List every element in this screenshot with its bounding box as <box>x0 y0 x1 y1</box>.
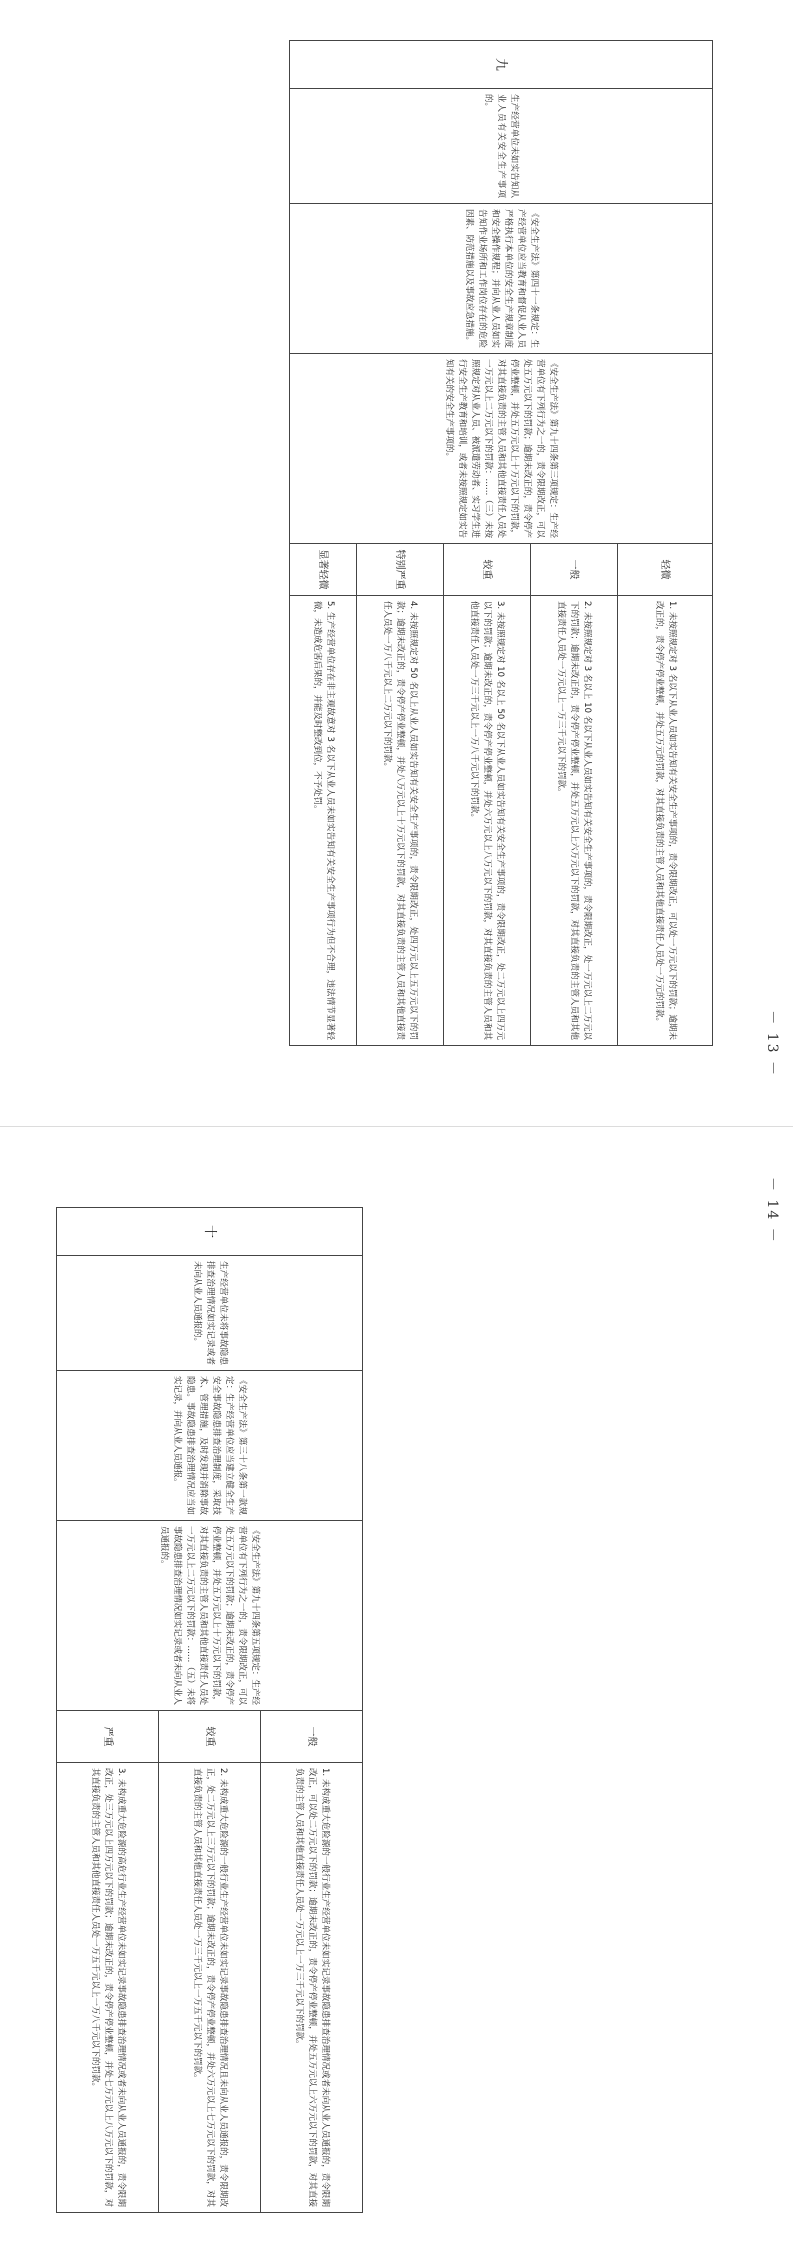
violation-cell: 生产经营单位未如实告知从业人员有关安全生产事项的。 <box>290 89 713 204</box>
legal-basis-cell: 《安全生产法》第三十八条第一款规定：生产经营单位应当建立健全生产安全事故隐患排查治理制度，采取技术、管理措施，及时发现并消除事故隐患。事故隐患排查治理情况应当如实记录，并向从业人员通报。 <box>57 1371 363 1521</box>
legal-basis-cell: 《安全生产法》第四十一条规定：生产经营单位应当教育和督促从业人员严格执行本单位的安全生产规章制度和安全操作规程；并向从业人员如实告知作业场所和工作岗位存在的危险因素、防范措施以及事故应急措施。 <box>290 204 713 354</box>
penalty-standards-table <box>289 40 713 1046</box>
document-page-14 <box>0 1127 793 2254</box>
standard-cell: 4. 未按照规定对 50 名以上从业人员如实告知有关安全生产事项的，责令限期改正，处四万元以上五万元以下的罚款；逾期未改正的，责令停产停业整顿，并处八万元以上十万元以下的罚款，对其直接负责的主管人员和其他直接责任人员处一万八千元以上二万元以下的罚款。 <box>357 596 444 1046</box>
level-cell: 较重 <box>159 1711 261 1763</box>
standard-cell: 5. 生产经营单位存在非主观故意对 3 名以下从业人员未如实告知有关安全生产事项行为但不合理，违法情节显著轻微，未造成危害后果的，并能及时整改到位，不予处罚。 <box>290 596 357 1046</box>
standard-cell: 3. 未构成重大危险源的高危行业生产经营单位未如实记录事故隐患排查治理情况或者未向从业人员通报的，责令限期改正，处三万元以上四万元以下的罚款；逾期未改正的，责令停产停业整顿，并处七万元以上八万元以下的罚款，对其直接负责的主管人员和其他直接责任人员处一万五千元以上一万八千元以下的罚款。 <box>57 1763 159 2213</box>
page-number: － 14 － <box>764 1177 780 1244</box>
row-number: 十 <box>57 1208 363 1256</box>
level-cell: 显著轻微 <box>290 544 357 596</box>
rotated-page-content <box>0 1127 793 2254</box>
table-row <box>618 41 713 1046</box>
standard-cell: 3. 未按照规定对 10 名以上 50 名以下从业人员如实告知有关安全生产事项的，责令限期改正，处二万元以上四万元以下的罚款；逾期未改正的，责令停产停业整顿，并处六万元以上八万元以下的罚款，对其直接负责的主管人员和其他直接责任人员处一万三千元以上一万八千元以下的罚款。 <box>444 596 531 1046</box>
level-cell: 较重 <box>444 544 531 596</box>
standard-cell: 1. 未构成重大危险源的一般行业生产经营单位未如实记录事故隐患排查治理情况或者未向从业人员通报的，责令限期改正，可以处二万元以下的罚款；逾期未改正的，责令停产停业整顿，并处五万元以上六万元以下的罚款，对其直接负责的主管人员和其他直接责任人员处一万元以上一万三千元以下的罚款。 <box>261 1763 363 2213</box>
violation-cell: 生产经营单位未将事故隐患排查治理情况如实记录或者未向从业人员通报的。 <box>57 1256 363 1371</box>
page-number: － 13 － <box>764 1010 780 1077</box>
row-number: 九 <box>290 41 713 89</box>
level-cell: 一般 <box>531 544 618 596</box>
table-row <box>261 1208 363 2213</box>
penalty-basis-cell: 《安全生产法》第九十四条第五项规定：生产经营单位有下列行为之一的，责令限期改正，可以处五万元以下的罚款；逾期未改正的，责令停产停业整顿，并处五万元以上十万元以下的罚款，对其直接负责的主管人员和其他直接责任人员处一万元以上二万元以下的罚款：……（五）未将事故隐患排查治理情况如实记录或者未向从业人员通报的。 <box>57 1521 363 1711</box>
level-cell: 特别严重 <box>357 544 444 596</box>
standard-cell: 2. 未构成重大危险源的一般行业生产经营单位未如实记录事故隐患排查治理情况且未向从业人员通报的，责令限期改正，处二万元以上三万元以下的罚款；逾期未改正的，责令停产停业整顿，并处六万元以上七万元以下的罚款，对其直接负责的主管人员和其他直接责任人员处一万三千元以上一万五千元以下的罚款。 <box>159 1763 261 2213</box>
penalty-standards-table <box>56 1207 363 2213</box>
level-cell: 严重 <box>57 1711 159 1763</box>
level-cell: 一般 <box>261 1711 363 1763</box>
standard-cell: 2. 未按照规定对 3 名以上 10 名以下从业人员如实告知有关安全生产事项的，责令限期改正，处一万元以上二万元以下的罚款；逾期未改正的，责令停产停业整顿，并处五万元以上六万元以下的罚款，对其直接负责的主管人员和其他直接责任人员处一万元以上一万三千元以下的罚款。 <box>531 596 618 1046</box>
standard-cell: 1. 未按照规定对 3 名以下从业人员如实告知有关安全生产事项的，责令限期改正，可以处一万元以下的罚款；逾期未改正的，责令停产停业整顿，并处五万元的罚款，对其直接负责的主管人员和其他直接责任人员处一万元的罚款。 <box>618 596 713 1046</box>
level-cell: 轻微 <box>618 544 713 596</box>
penalty-basis-cell: 《安全生产法》第九十四条第三项规定：生产经营单位有下列行为之一的，责令限期改正，可以处五万元以下的罚款；逾期未改正的，责令停产停业整顿，并处五万元以上十万元以下的罚款，对其直接负责的主管人员和其他直接责任人员处一万元以上二万元以下的罚款：……（三）未按照规定对从业人员、被派遣劳动者、实习学生进行安全生产教育和培训，或者未按照规定如实告知有关的安全生产事项的。 <box>290 354 713 544</box>
